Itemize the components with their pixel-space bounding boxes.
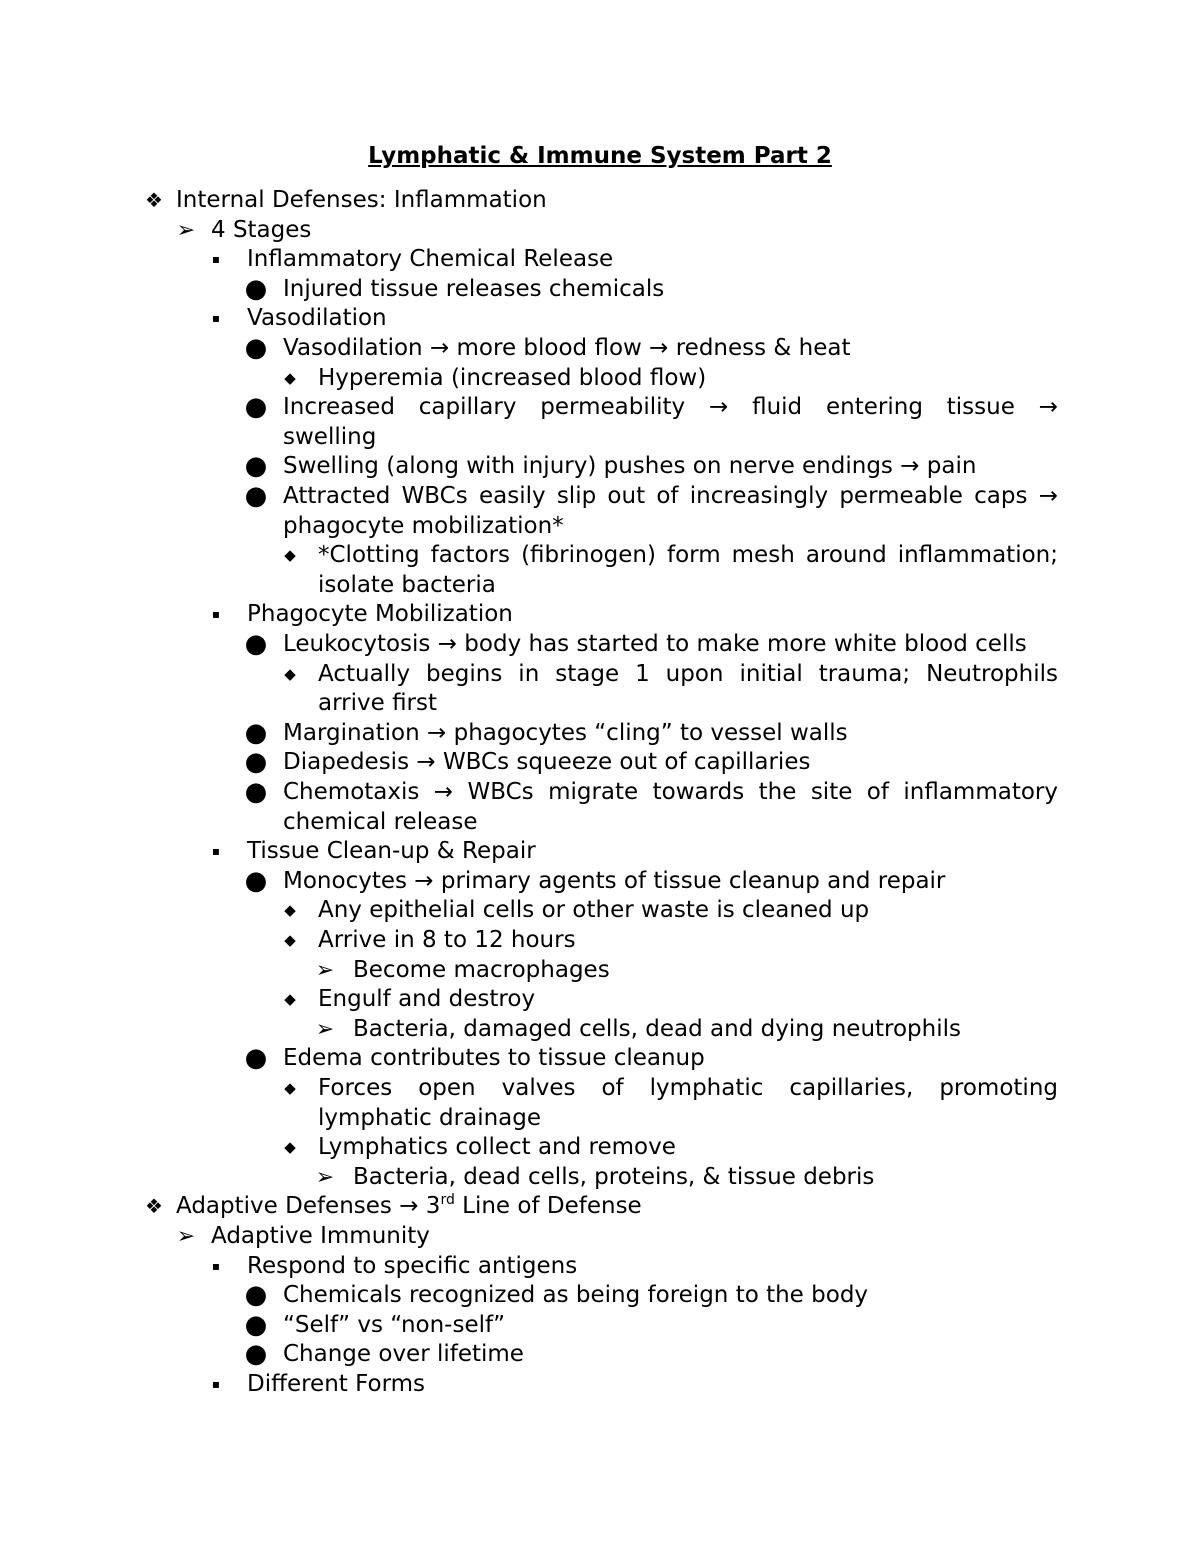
outline-item-text: [283, 719, 848, 749]
bullet-dot-icon: ●: [244, 777, 268, 807]
outline-item-line: Increased capillary permeability → fluid entering tissue →: [283, 394, 1058, 421]
outline-item-text: [283, 393, 1058, 423]
outline-item-text: [211, 1222, 430, 1252]
bullet-diamond-icon: ◆: [284, 1079, 296, 1097]
outline-item-line: Diapedesis → WBCs squeeze out of capillaries: [283, 749, 811, 776]
outline-item-text: [283, 482, 1058, 512]
outline-item-text: [318, 1104, 541, 1134]
bullet-diamond4-icon: ❖: [145, 1194, 163, 1219]
bullet-dot-icon: ●: [244, 865, 268, 896]
outline-item-text: [318, 571, 496, 601]
outline-item-text: [283, 630, 1027, 660]
outline-item-line: Arrive in 8 to 12 hours: [318, 927, 576, 953]
outline-item-line: arrive first: [318, 690, 438, 717]
outline-item-line: Change over lifetime: [283, 1341, 524, 1368]
bullet-dot-icon: ●: [244, 1339, 268, 1370]
outline-item-text: [283, 778, 1058, 808]
outline-item-line: Adaptive Immunity: [211, 1223, 430, 1249]
outline-item-line: Injured tissue releases chemicals: [283, 275, 665, 302]
outline-item-line: Actually begins in stage 1 upon initial trauma; Neutrophils: [318, 660, 1058, 687]
outline-item-text: [318, 1133, 676, 1163]
bullet-dot-icon: ●: [244, 1043, 268, 1074]
outline-item-line: Chemotaxis → WBCs migrate towards the site of inflammatory: [283, 779, 1058, 805]
bullet-dot-icon: ●: [244, 1309, 268, 1340]
outline-item-line: chemical release: [283, 808, 478, 835]
outline-item-text: [353, 956, 610, 986]
outline-item-line: Leukocytosis → body has started to make more white blood cells: [283, 631, 1027, 657]
outline-item-text: [318, 896, 869, 926]
bullet-diamond-icon: ◆: [284, 1138, 296, 1157]
outline-item-line: Swelling (along with injury) pushes on nerve endings → pain: [283, 453, 977, 480]
outline-item-text: [283, 423, 376, 453]
outline-item-text: [318, 1074, 1058, 1104]
outline-item-text: [283, 808, 477, 838]
bullet-arrowhead-icon: ➢: [315, 1016, 335, 1042]
outline-item-text: [318, 660, 1058, 690]
outline-item-text: [283, 1340, 524, 1370]
outline-item-text: [211, 216, 311, 246]
bullet-square-icon: ▪: [211, 1377, 221, 1391]
outline-item-line: Lymphatics collect and remove: [318, 1134, 676, 1161]
outline-item-text: [247, 1252, 577, 1282]
bullet-diamond-icon: ◆: [284, 664, 296, 683]
bullet-square-icon: ▪: [211, 607, 221, 622]
outline-item-text: [283, 1281, 868, 1311]
outline-item-text: [283, 867, 945, 897]
outline-item-line: Monocytes → primary agents of tissue cleanup and repair: [283, 867, 946, 894]
bullet-dot-icon: ●: [244, 1280, 268, 1311]
outline-item-line: Adaptive Defenses → 3: [176, 1193, 441, 1220]
outline-item-text: [247, 600, 513, 630]
outline-item-line: *Clotting factors (fibrinogen) form mesh around inflammation;: [318, 542, 1058, 569]
outline-item-line: Hyperemia (increased blood flow): [318, 364, 707, 391]
outline-item-text: [283, 1311, 505, 1341]
outline-item-text: [318, 364, 706, 394]
bullet-diamond-icon: ◆: [284, 368, 296, 387]
bullet-diamond-icon: ◆: [284, 931, 296, 949]
outline-item-line: phagocyte mobilization*: [283, 512, 564, 539]
outline-item-text: [247, 837, 536, 867]
outline-item-line-tail: Line of Defense: [454, 1193, 642, 1220]
outline-item-line: swelling: [283, 423, 377, 450]
page-title: Lymphatic & Immune System Part 2: [368, 143, 832, 169]
outline-item-line: Vasodilation → more blood flow → redness & heat: [283, 335, 851, 361]
outline-item-text: [283, 748, 810, 778]
outline-item-line: Forces open valves of lymphatic capillaries, promoting: [318, 1075, 1058, 1101]
outline-item-text: [318, 926, 576, 956]
bullet-diamond-icon: ◆: [284, 901, 296, 920]
bullet-dot-icon: ●: [244, 481, 268, 511]
bullet-dot-icon: ●: [244, 747, 268, 778]
outline-item-line: Become macrophages: [353, 956, 610, 983]
outline-item-line: Inflammatory Chemical Release: [247, 246, 614, 273]
outline-item-text: [318, 985, 535, 1015]
outline-item-line: Tissue Clean-up & Repair: [247, 838, 536, 865]
bullet-square-icon: ▪: [211, 311, 221, 326]
outline-item-text: [318, 689, 437, 719]
bullet-dot-icon: ●: [244, 451, 268, 482]
bullet-arrowhead-icon: ➢: [176, 217, 196, 243]
outline-item-text: [247, 304, 387, 334]
outline-item-line: Edema contributes to tissue cleanup: [283, 1045, 705, 1072]
bullet-dot-icon: ●: [244, 333, 268, 363]
bullet-dot-icon: ●: [244, 629, 268, 659]
outline-item-text: [283, 275, 664, 305]
bullet-arrowhead-icon: ➢: [176, 1224, 196, 1249]
outline-item-line: Bacteria, dead cells, proteins, & tissue debris: [353, 1163, 875, 1190]
outline-item-line: Phagocyte Mobilization: [247, 601, 513, 628]
outline-item-line: Chemicals recognized as being foreign to the body: [283, 1282, 869, 1309]
bullet-diamond-icon: ◆: [284, 546, 296, 565]
outline-item-text: [247, 1370, 425, 1400]
outline-item-text: [353, 1163, 874, 1193]
bullet-diamond-icon: ◆: [284, 990, 296, 1009]
outline-item-line: “Self” vs “non-self”: [283, 1311, 506, 1338]
outline-item-line: Bacteria, damaged cells, dead and dying neutrophils: [353, 1015, 961, 1042]
outline-item-text: [283, 512, 564, 542]
bullet-dot-icon: ●: [244, 273, 268, 304]
outline-item-line: Respond to specific antigens: [247, 1252, 578, 1279]
outline-item-line: lymphatic drainage: [318, 1104, 542, 1131]
outline-item-text: [283, 334, 851, 364]
outline-item-line: Engulf and destroy: [318, 986, 536, 1013]
outline-item-line: Vasodilation: [247, 305, 387, 332]
ordinal-superscript: rd: [440, 1192, 455, 1209]
bullet-dot-icon: ●: [244, 392, 268, 423]
outline-item-line: isolate bacteria: [318, 571, 496, 598]
bullet-square-icon: ▪: [211, 844, 221, 859]
outline-item-line: Different Forms: [247, 1371, 426, 1397]
bullet-arrowhead-icon: ➢: [315, 957, 335, 983]
outline-item-text: [176, 1192, 642, 1225]
bullet-square-icon: ▪: [211, 1258, 221, 1273]
outline-item-text: [283, 1044, 705, 1074]
bullet-square-icon: ▪: [211, 252, 221, 267]
outline-item-line: Any epithelial cells or other waste is cleaned up: [318, 897, 870, 924]
outline-item-line: Internal Defenses: Inflammation: [176, 187, 547, 213]
outline-item-text: [283, 452, 976, 482]
outline-item-line: Attracted WBCs easily slip out of increasingly permeable caps →: [283, 483, 1058, 509]
outline-item-line: Margination → phagocytes “cling” to vessel walls: [283, 719, 848, 746]
outline-item-text: [247, 245, 613, 275]
bullet-diamond4-icon: ❖: [145, 188, 163, 212]
outline-item-text: [353, 1015, 961, 1045]
outline-item-line: 4 Stages: [211, 216, 312, 243]
outline-item-text: [318, 541, 1058, 571]
bullet-arrowhead-icon: ➢: [315, 1164, 335, 1190]
outline-item-text: [176, 186, 547, 216]
bullet-dot-icon: ●: [244, 717, 268, 748]
